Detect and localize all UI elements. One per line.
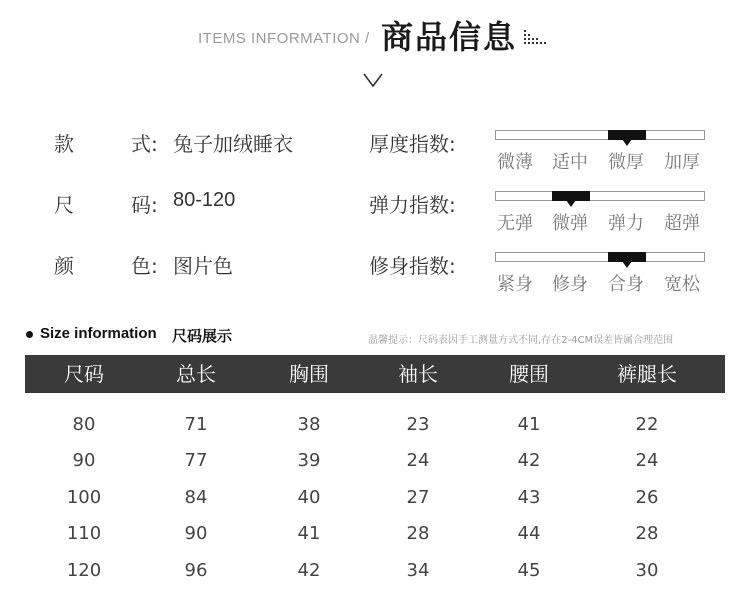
index-option: 微厚 <box>608 152 644 173</box>
index-option: 微弹 <box>552 213 588 234</box>
index-pointer-icon <box>622 139 632 146</box>
header-chinese-title: 商品信息 <box>381 18 518 56</box>
chevron-down-icon <box>362 72 384 88</box>
header-english-title: ITEMS INFORMATION / <box>198 30 370 47</box>
table-cell: 41 <box>297 523 321 544</box>
table-cell: 96 <box>184 560 208 581</box>
info-label-char: 色: <box>131 254 158 278</box>
index-option: 适中 <box>552 152 588 173</box>
index-label: 弹力指数: <box>369 193 456 217</box>
table-cell: 42 <box>297 560 321 581</box>
table-cell: 27 <box>406 487 430 508</box>
info-label-char: 颜 <box>54 254 74 278</box>
table-cell: 71 <box>184 414 208 435</box>
size-table-header <box>25 355 725 393</box>
table-cell: 39 <box>297 450 321 471</box>
table-cell: 41 <box>517 414 541 435</box>
bullet-icon <box>26 331 33 338</box>
dots-decoration-icon <box>524 30 548 48</box>
info-label-char: 款 <box>54 132 74 156</box>
index-option: 修身 <box>552 274 588 295</box>
table-cell: 120 <box>66 560 102 581</box>
table-cell: 45 <box>517 560 541 581</box>
table-cell: 90 <box>184 523 208 544</box>
table-cell: 38 <box>297 414 321 435</box>
index-pointer-icon <box>566 200 576 207</box>
table-header-cell: 胸围 <box>289 362 329 386</box>
table-cell: 23 <box>406 414 430 435</box>
index-option: 超弹 <box>664 213 700 234</box>
table-cell: 84 <box>184 487 208 508</box>
size-section-title-cn: 尺码展示 <box>172 327 233 345</box>
table-cell: 40 <box>297 487 321 508</box>
table-cell: 90 <box>72 450 96 471</box>
table-header-cell: 腰围 <box>509 362 549 386</box>
table-header-cell: 尺码 <box>64 362 104 386</box>
table-cell: 44 <box>517 523 541 544</box>
table-cell: 22 <box>635 414 659 435</box>
table-header-cell: 裤腿长 <box>617 362 677 386</box>
table-cell: 77 <box>184 450 208 471</box>
table-header-cell: 袖长 <box>398 362 438 386</box>
table-cell: 43 <box>517 487 541 508</box>
index-bar <box>495 252 705 262</box>
info-value-color: 图片色 <box>173 254 233 278</box>
table-cell: 100 <box>66 487 102 508</box>
table-cell: 34 <box>406 560 430 581</box>
info-label-char: 码: <box>131 193 158 217</box>
index-pointer-icon <box>622 261 632 268</box>
info-label-char: 式: <box>131 132 158 156</box>
table-cell: 28 <box>406 523 430 544</box>
index-label: 修身指数: <box>369 254 456 278</box>
table-cell: 110 <box>66 523 102 544</box>
info-value-size: 80-120 <box>173 189 236 211</box>
table-cell: 24 <box>635 450 659 471</box>
table-header-cell: 总长 <box>176 362 216 386</box>
index-option: 紧身 <box>497 274 533 295</box>
table-cell: 28 <box>635 523 659 544</box>
index-option: 宽松 <box>664 274 700 295</box>
table-cell: 30 <box>635 560 659 581</box>
index-bar <box>495 130 705 140</box>
index-option: 无弹 <box>497 213 533 234</box>
index-bar <box>495 191 705 201</box>
index-option: 合身 <box>608 274 644 295</box>
table-cell: 42 <box>517 450 541 471</box>
index-option: 微薄 <box>497 152 533 173</box>
table-cell: 24 <box>406 450 430 471</box>
table-cell: 80 <box>72 414 96 435</box>
size-note: 温馨提示：尺码表因手工测量方式不同,存在2-4CM误差皆属合理范围 <box>368 335 674 346</box>
index-option: 弹力 <box>608 213 644 234</box>
info-value-style: 兔子加绒睡衣 <box>173 132 293 156</box>
table-cell: 26 <box>635 487 659 508</box>
size-section-title-en: Size information <box>40 325 157 342</box>
index-label: 厚度指数: <box>369 132 456 156</box>
info-label-char: 尺 <box>54 193 74 217</box>
index-option: 加厚 <box>664 152 700 173</box>
